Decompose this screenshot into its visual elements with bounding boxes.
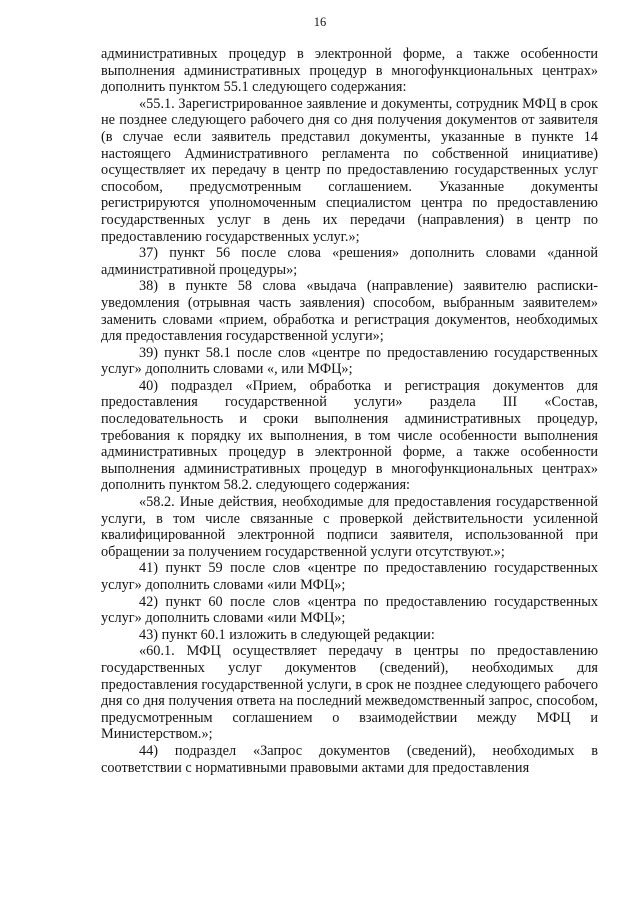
paragraph-item-41: 41) пункт 59 после слов «центре по предоставлению государственных услуг» дополнить словами «или МФЦ»; [101,560,598,593]
paragraph-quote-55-1: «55.1. Зарегистрированное заявление и документы, сотрудник МФЦ в срок не позднее следующего рабочего дня со дня получения документов от заявителя (в случае если заявитель представил документы, указанные в пункте 14 настоящего Административного регламента по собственной инициативе) осуществляет их передачу в центр по предоставлению государственных услуг способом, предусмотренным соглашением. Указанные документы регистрируются уполномоченным специалистом центра по предоставлению государственных услуг в день их передачи (направления) в центр по предоставлению государственных услуг.»; [101,95,598,245]
paragraph-item-43: 43) пункт 60.1 изложить в следующей редакции: [139,626,435,643]
paragraph-item-40: 40) подраздел «Прием, обработка и регистрация документов для предоставления государственной услуги» раздела III «Состав, последовательность и сроки выполнения административных процедур, требования к порядку их выполнения, в том числе особенности выполнения административных процедур в электронной форме, а также особенности выполнения административных процедур в многофункциональных центрах» дополнить пунктом 58.2. следующего содержания: [101,377,598,494]
paragraph-continued: административных процедур в электронной форме, а также особенности выполнения административных процедур в многофункциональных центрах» дополнить пунктом 55.1 следующего содержания: [101,46,598,96]
page-number: 16 [313,15,327,29]
document-body [101,46,598,776]
paragraph-item-39: 39) пункт 58.1 после слов «центре по предоставлению государственных услуг» дополнить словами «, или МФЦ»; [101,344,598,378]
paragraph-item-44: 44) подраздел «Запрос документов (сведений), необходимых в соответствии с нормативными правовыми актами для предоставления [101,742,598,776]
paragraph-item-37: 37) пункт 56 после слова «решения» дополнить словами «данной административной процедуры»; [101,245,598,278]
paragraph-quote-58-2: «58.2. Иные действия, необходимые для предоставления государственной услуги, в том числе связанные с проверкой действительности усиленной квалифицированной электронной подписи заявителя, использованной при обращении за получением государственной услуги отсутствуют.»; [101,494,598,560]
paragraph-item-38: 38) в пункте 58 слова «выдача (направление) заявителю расписки-уведомления (отрывная часть заявления) способом, выбранным заявителем» заменить словами «прием, обработка и регистрация документов, необходимых для предоставления государственной услуги»; [101,278,598,345]
paragraph-quote-60-1: «60.1. МФЦ осуществляет передачу в центры по предоставлению государственных услуг документов (сведений), необходимых для предоставления государственной услуги, в срок не позднее следующего рабочего дня со дня получения ответа на последний межведомственный запрос, способом, предусмотренным соглашением о взаимодействии между МФЦ и Министерством.»; [101,643,598,743]
paragraph-item-42: 42) пункт 60 после слов «центра по предоставлению государственных услуг» дополнить словами «или МФЦ»; [101,593,598,627]
